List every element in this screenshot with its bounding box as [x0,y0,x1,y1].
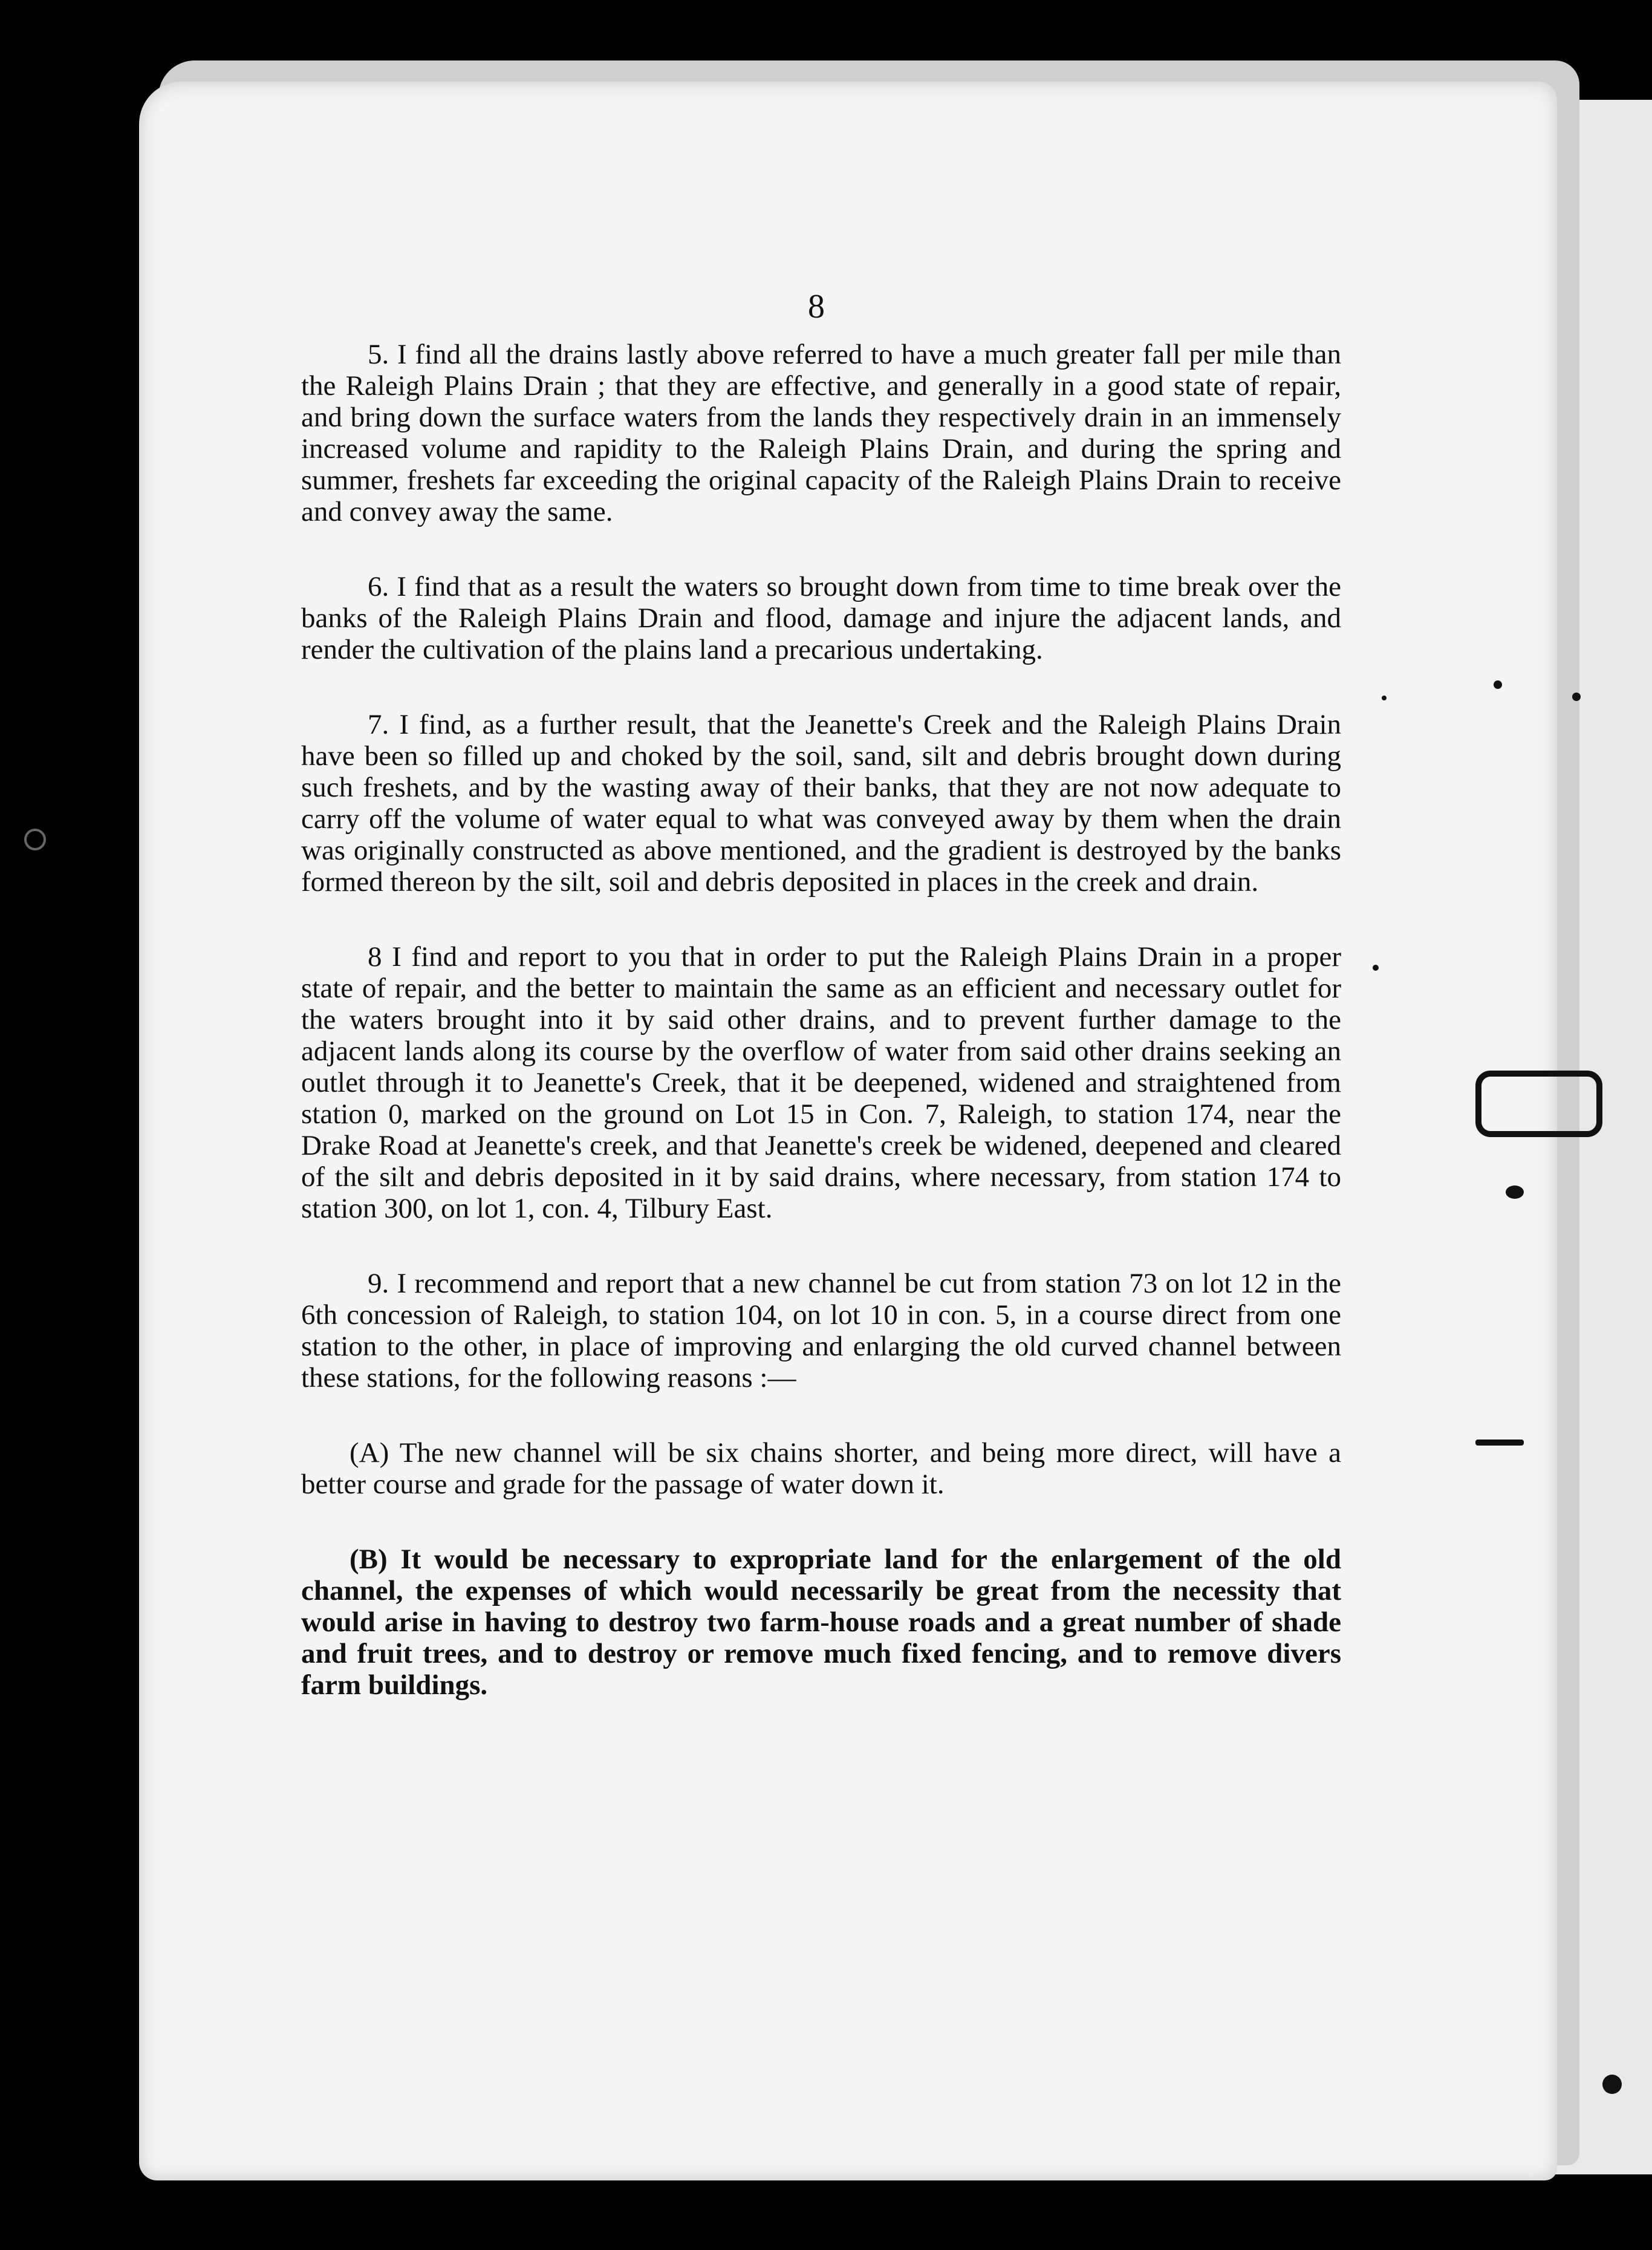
paragraph-7: 7. I find, as a further result, that the Jeanette's Creek and the Raleigh Plains Drain have been so filled up and choked by the soil, sand, silt and debris brought down during such freshets, and by the wasting away of their banks, that they are not now adequate to carry off the volume of water equal to what was conveyed away by them when the drain was originally constructed as above mentioned, and the gradient is destroyed by the banks formed thereon by the silt, soil and debris deposited in places in the creek and drain. [301,709,1341,898]
paragraph-5: 5. I find all the drains lastly above referred to have a much greater fall per mile than the Raleigh Plains Drain ; that they are effective, and generally in a good state of repair, and bring down the surface waters from the lands they respectively drain in an immensely increased volume and rapidity to the Raleigh Plains Drain, and during the spring and summer, freshets far exceeding the original capacity of the Raleigh Plains Drain to receive and convey away the same. [301,339,1341,527]
binding-clip-mark [1475,1071,1602,1137]
ink-speck [24,829,46,850]
ink-speck [1494,680,1502,689]
body-text [301,339,1341,1744]
ink-speck [1572,693,1581,701]
ink-speck [1382,696,1387,700]
paragraph-8: 8 I find and report to you that in order to put the Raleigh Plains Drain in a proper state of repair, and the better to maintain the same as an efficient and necessary outlet for the waters brought into it by said other drains, and to prevent further damage to the adjacent lands along its course by the overflow of water from said other drains seeking an outlet through it to Jeanette's Creek, that it be deepened, widened and straightened from station 0, marked on the ground on Lot 15 in Con. 7, Raleigh, to station 174, near the Drake Road at Jeanette's creek, and that Jeanette's creek be widened, deepened and cleared of the silt and debris deposited in it by said drains, where necessary, from station 174 to station 300, on lot 1, con. 4, Tilbury East. [301,941,1341,1224]
paragraph-9: 9. I recommend and report that a new channel be cut from station 73 on lot 12 in the 6th concession of Raleigh, to station 104, on lot 10 in con. 5, in a course direct from one station to the other, in place of improving and enlarging the old curved channel between these stations, for the following reasons :— [301,1268,1341,1394]
page-number: 8 [808,288,825,325]
ink-speck [1475,1440,1524,1446]
paragraph-6: 6. I find that as a result the waters so brought down from time to time break over the banks of the Raleigh Plains Drain and flood, damage and injure the adjacent lands, and render the cultivation of the plains land a precarious undertaking. [301,571,1341,665]
ink-speck [1602,2075,1622,2094]
ink-speck [1506,1185,1524,1199]
ink-speck [1373,965,1379,971]
paragraph-9a: (A) The new channel will be six chains shorter, and being more direct, will have a better course and grade for the passage of water down it. [301,1437,1341,1500]
paragraph-9b: (B) It would be necessary to expropriate land for the enlargement of the old channel, the expenses of which would necessarily be great from the necessity that would arise in having to destroy two farm-house roads and a great number of shade and fruit trees, and to destroy or remove much fixed fencing, and to remove divers farm buildings. [301,1544,1341,1701]
